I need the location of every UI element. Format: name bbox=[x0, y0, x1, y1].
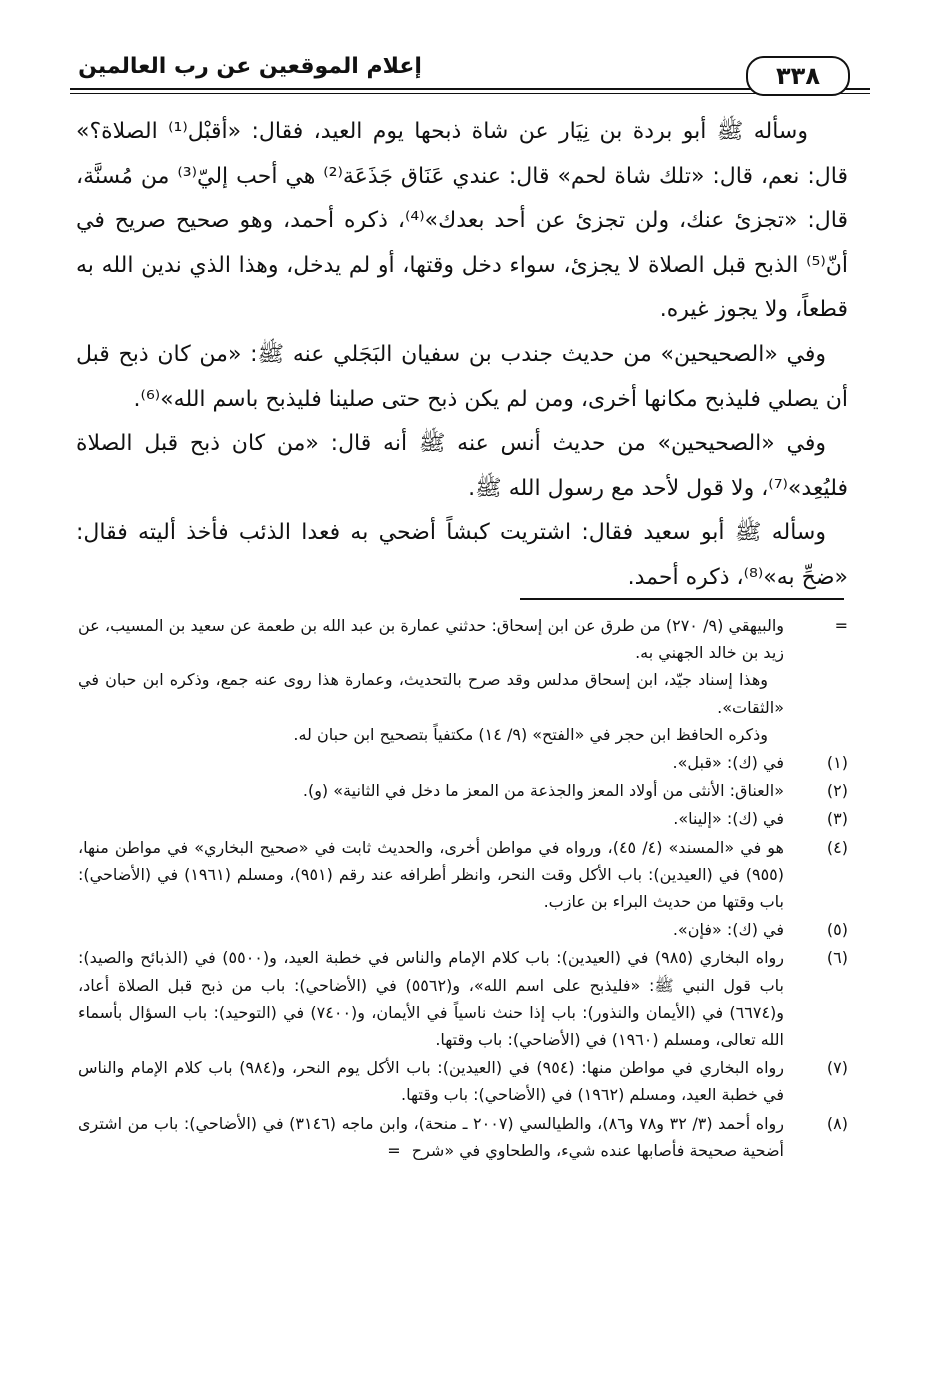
footnote-4 bbox=[78, 834, 848, 916]
footnote-2 bbox=[78, 777, 848, 804]
book-title: إعلام الموقعين عن رب العالمين bbox=[78, 54, 422, 79]
footnote-number: (٣) bbox=[826, 809, 848, 829]
header-rule-thin bbox=[70, 93, 870, 94]
footnote-7 bbox=[78, 1054, 848, 1108]
continuation-paragraph: وذكره الحافظ ابن حجر في «الفتح» (٩/ ١٤) مكتفياً بتصحيح ابن حبان له. bbox=[293, 724, 768, 744]
continuation-paragraph: وهذا إسناد جيّد، ابن إسحاق مدلس وقد صرح بالتحديث، وعمارة هذا روى عنه جمع، وذكره ابن حبان في «الثقات». bbox=[78, 670, 784, 717]
continuation-mark: = bbox=[834, 616, 848, 635]
footnote-text: في (ك): «قبل». bbox=[672, 753, 784, 773]
paragraph-2: وفي «الصحيحين» من حديث جندب بن سفيان البَجَلي عنه ﷺ: «من كان ذبح قبل أن يصلي فليذبح مكانها أخرى، ومن لم يكن ذبح حتى صلينا فليذبح باسم الله»⁽⁶⁾. bbox=[76, 341, 848, 412]
footnote-3 bbox=[78, 805, 848, 832]
footnote-1 bbox=[78, 749, 848, 776]
footnote-number: (٤) bbox=[826, 837, 848, 857]
footnote-number: (٥) bbox=[826, 920, 848, 940]
footnote-text: رواه البخاري في مواطن منها: (٩٥٤) في (العيدين): باب الأكل يوم النحر، و(٩٨٤) باب كلام الإمام والناس في خطبة العيد، ومسلم (١٩٦٢) في (الأضاحي): باب وقتها. bbox=[78, 1058, 785, 1105]
footnote-text: في (ك): «فإن». bbox=[672, 920, 784, 940]
footnote-number: (٦) bbox=[826, 948, 848, 968]
footnote-text: رواه البخاري (٩٨٥) في (العيدين): باب كلام الإمام والناس في خطبة العيد، و(٥٥٠٠) في (الذبائح والصيد): باب قول النبي ﷺ: «فليذبح على اسم الله»، و(٥٥٦٢) في (الأضاحي): باب من ذبح قبل الصلاة أعاد، و(٦٦٧٤) في (الأيمان والنذور): باب إذا حنث ناسياً في الأيمان، و(٧٤٠٠) في (التوحيد): باب السؤال بأسماء الله تعالى، ومسلم (١٩٦٠) في (الأضاحي): باب وقتها. bbox=[78, 948, 785, 1050]
footnote-8 bbox=[78, 1110, 848, 1164]
footnote-5 bbox=[78, 916, 848, 943]
paragraph-4: وسأله ﷺ أبو سعيد فقال: اشتريت كبشاً أضحي به فعدا الذئب فأخذ أليته فقال: «ضحِّ به»⁽⁸⁾، ذكره أحمد. bbox=[76, 520, 848, 590]
main-text bbox=[76, 110, 848, 601]
footnote-number: (٧) bbox=[826, 1058, 848, 1078]
footnotes bbox=[78, 612, 848, 1164]
footnote-text: «العناق: الأنثى من أولاد المعز والجذعة من المعز ما دخل في الثانية» (و). bbox=[302, 781, 784, 801]
footnote-number: (٨) bbox=[826, 1113, 848, 1133]
footnote-6 bbox=[78, 944, 848, 1053]
footnote-number: (١) bbox=[826, 753, 848, 773]
footnote-continuation bbox=[78, 612, 848, 666]
continuation-text: والبيهقي (٩/ ٢٧٠) من طرق عن ابن إسحاق: حدثني عمارة بن عبد الله بن طعمة عن سعيد بن المسيب، عن زيد بن خالد الجهني به. bbox=[78, 616, 785, 663]
footnote-text: هو في «المسند» (٤/ ٤٥)، ورواه في مواطن أخرى، والحديث ثابت في «صحيح البخاري» في مواطن منها، (٩٥٥) في (العيدين): باب الأكل وقت النحر، وانظر أطرافه عند رقم (٩٥١)، ومسلم (١٩٦١) في (الأضاحي): باب وقتها من حديث البراء بن عازب. bbox=[78, 837, 785, 912]
paragraph-3: وفي «الصحيحين» من حديث أنس عنه ﷺ أنه قال: «من كان ذبح قبل الصلاة فليُعِد»⁽⁷⁾، ولا قول لأحد مع رسول الله ﷺ. bbox=[76, 431, 848, 501]
footnote-number: (٢) bbox=[826, 781, 848, 801]
trailing-continuation-mark: = bbox=[387, 1140, 401, 1160]
footnote-text: في (ك): «إلينا». bbox=[673, 809, 784, 829]
page-header bbox=[70, 52, 870, 98]
footnote-text: رواه أحمد (٣/ ٣٢ و٧٨ و٨٦)، والطيالسي (٢٠٠٧ ـ منحة)، وابن ماجه (٣١٤٦) في (الأضاحي): باب من اشترى أضحية صحيحة فأصابها عنده شيء، والطحاوي في «شرح bbox=[78, 1113, 785, 1160]
page-number: ٣٣٨ bbox=[746, 56, 850, 96]
footnote-rule bbox=[520, 598, 844, 600]
paragraph-1: وسأله ﷺ أبو بردة بن نِيَار عن شاة ذبحها يوم العيد، فقال: «أقبْل⁽¹⁾ الصلاة؟» قال: نعم، قال: «تلك شاة لحم» قال: عندي عَنَاق جَذَعَة⁽²⁾ هي أحب إليّ⁽³⁾ من مُسنَّة، قال: «تجزئ عنك، ولن تجزئ عن أحد بعدك»⁽⁴⁾، ذكره أحمد، وهو صحيح صريح في أنّ⁽⁵⁾ الذبح قبل الصلاة لا يجزئ، سواء دخل وقتها، أو لم يدخل، وهذا الذي ندين الله به قطعاً، ولا يجوز غيره. bbox=[76, 119, 848, 323]
